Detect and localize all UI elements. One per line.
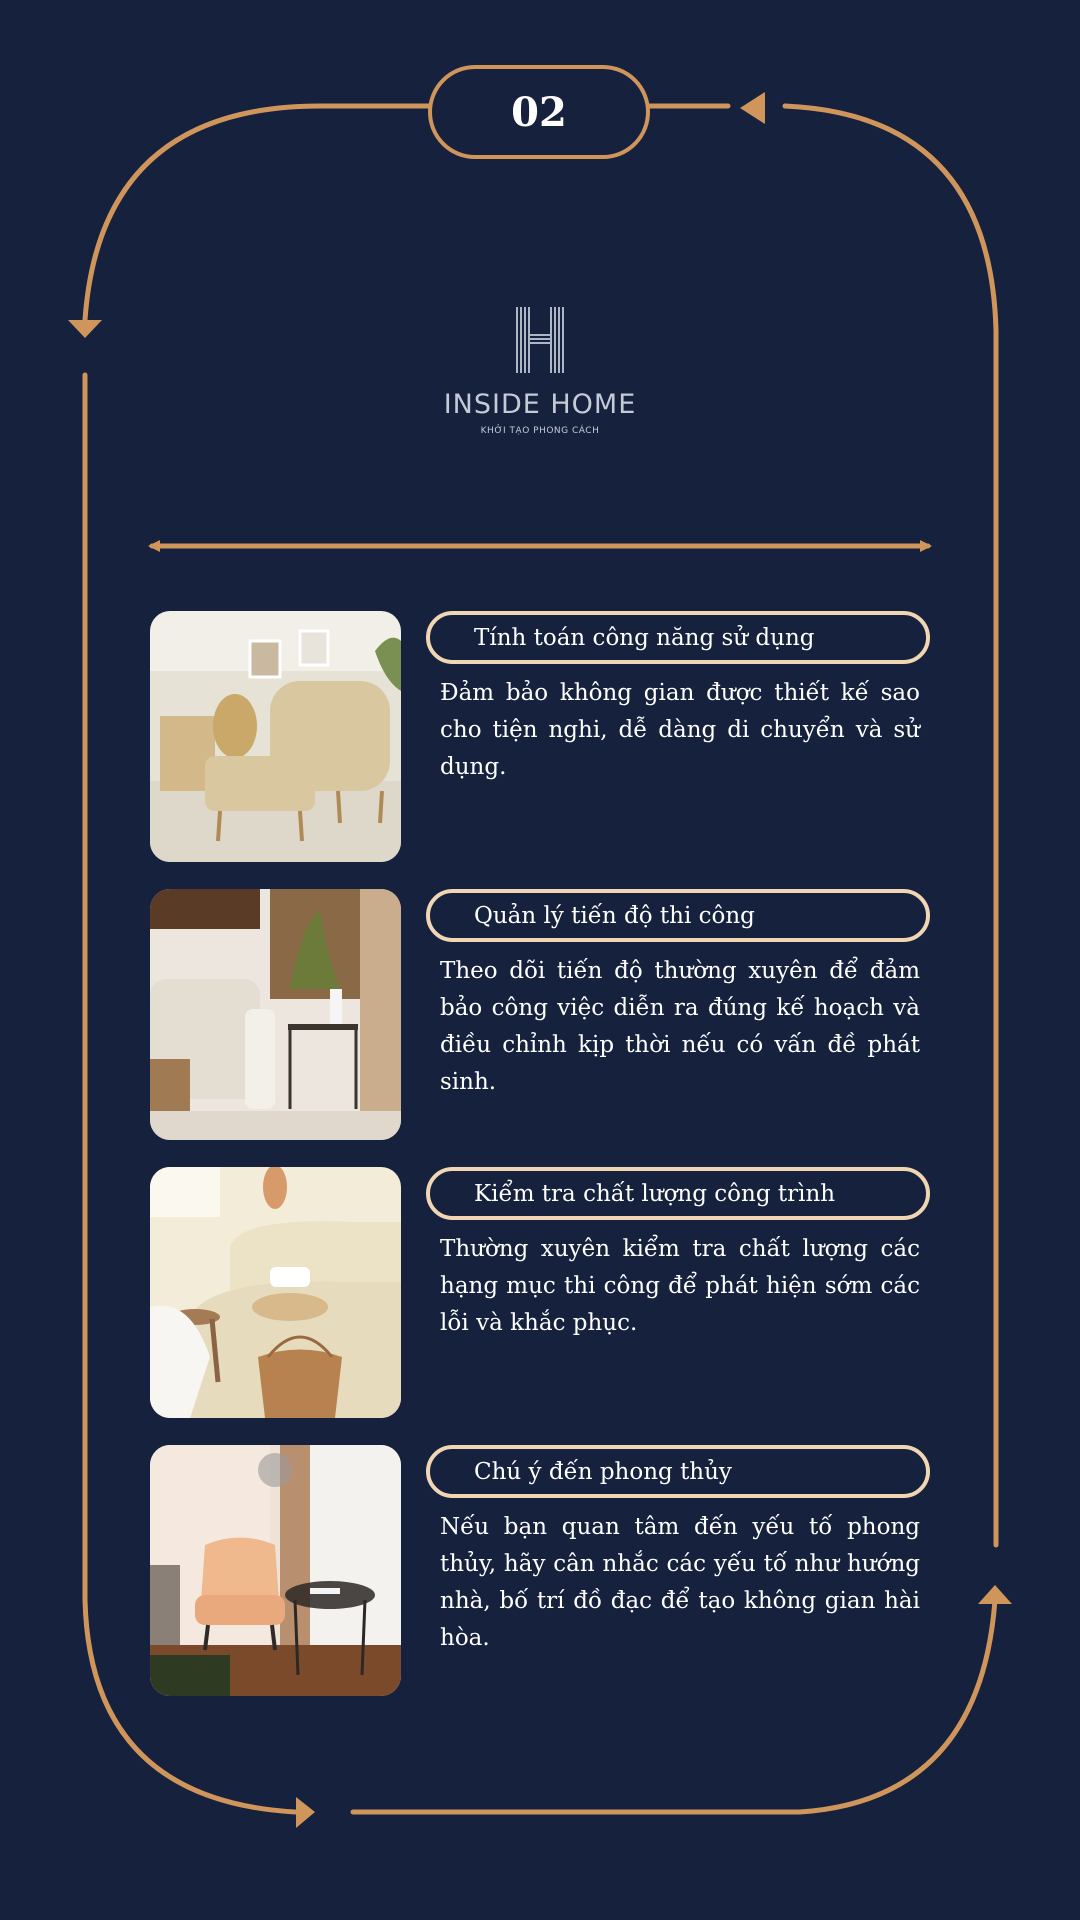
arrow-left-icon <box>740 92 765 124</box>
h-monogram-icon <box>514 305 566 375</box>
tip-card <box>150 889 930 1140</box>
tip-title: Tính toán công năng sử dụng <box>426 611 930 664</box>
tip-card <box>150 611 930 862</box>
brand-tagline: KHỞI TẠO PHONG CÁCH <box>480 426 600 436</box>
brand-logo <box>440 305 640 436</box>
brand-name: INSIDE HOME <box>443 389 637 420</box>
tip-description: Nếu bạn quan tâm đến yếu tố phong thủy, hãy cân nhắc các yếu tố như hướng nhà, bố trí đồ đạc để tạo không gian hài hòa. <box>440 1514 920 1651</box>
tip-title: Kiểm tra chất lượng công trình <box>426 1167 930 1220</box>
arrow-right-icon <box>296 1797 315 1828</box>
tip-title: Quản lý tiến độ thi công <box>426 889 930 942</box>
living-room-photo <box>150 889 401 1140</box>
tip-card <box>150 1445 930 1696</box>
peach-chair-photo <box>150 1445 401 1696</box>
arrow-down-icon <box>68 320 102 338</box>
tip-description: Đảm bảo không gian được thiết kế sao cho tiện nghi, dễ dàng di chuyển và sử dụng. <box>440 680 920 780</box>
tip-title: Chú ý đến phong thủy <box>426 1445 930 1498</box>
page-number-badge: 02 <box>428 65 650 159</box>
tip-description: Theo dõi tiến độ thường xuyên để đảm bảo công việc diễn ra đúng kế hoạch và điều chỉnh kịp thời nếu có vấn đề phát sinh. <box>440 958 920 1095</box>
cream-room-photo <box>150 1167 401 1418</box>
tip-card <box>150 1167 930 1418</box>
arrow-up-icon <box>978 1585 1012 1604</box>
tip-description: Thường xuyên kiểm tra chất lượng các hạng mục thi công để phát hiện sớm các lỗi và khắc phục. <box>440 1236 920 1336</box>
armchair-photo <box>150 611 401 862</box>
